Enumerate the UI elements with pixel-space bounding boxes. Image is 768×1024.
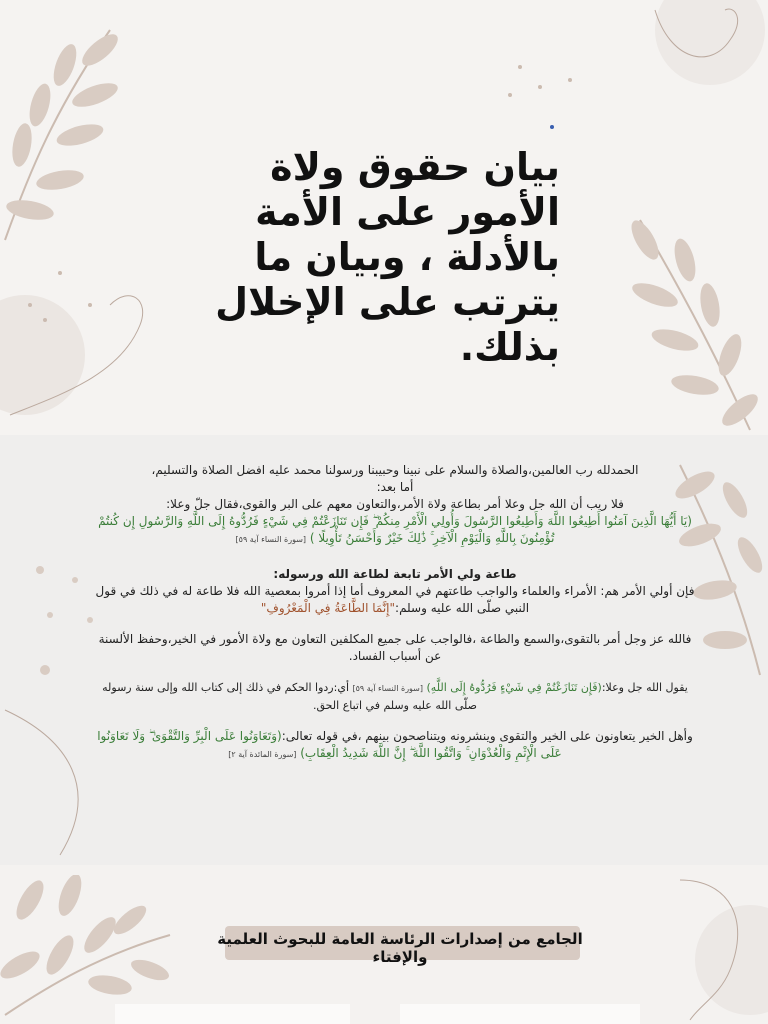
article-body [90,462,700,763]
section1-text: فإن أولي الأمر هم: الأمراء والعلماء والواجب طاعتهم في المعروف أما إذا أمروا بمعصية الله فلا طاعة له في ذلك في قول النبي صلّى الله عليه وسلم: [95,584,695,615]
intro-verse-block [90,513,700,548]
intro-line-3 [90,496,700,513]
intro-line-3-text: فلا ريب أن الله جل وعلا أمر بطاعة ولاة الأمر،والتعاون معهم على البر والقوى،فقال جلّ وعلا: [166,497,624,511]
section4-lead: وأهل الخير يتعاونون على الخير والتقوى وينشرونه ويتناصحون بينهم ،في قوله تعالى: [281,729,693,743]
section1-paragraph [90,583,700,617]
intro-line-2: أما بعد: [376,480,414,494]
leaf-branch-top-left [0,20,140,250]
dot-cluster-top [500,55,560,135]
line-ornament-left [0,265,190,425]
intro-line-1: الحمدلله رب العالمين،والصلاة والسلام على نبينا وحبيبنا ورسولنا محمد عليه افضل الصلاة والتسليم، [151,463,639,477]
section3-text: أي:ردوا الحكم في ذلك إلى كتاب الله وإلى سنة رسوله صلّى الله عليه وسلم في اتباع الحق. [102,681,477,712]
bottom-card-left [115,1004,350,1024]
section4-verse-ref: [سورة المائدة آية ٢] [228,750,297,759]
intro-verse: (يَا أَيُّهَا الَّذِينَ آمَنُوا أَطِيعُوا اللَّهَ وَأَطِيعُوا الرَّسُولَ وَأُولِي الْأَمْرِ مِنكُمْ ۖ فَإِن تَنَازَعْتُمْ فِي شَيْءٍ فَرُدُّوهُ إِلَى اللَّهِ وَالرَّسُولِ إِن كُنتُمْ تُؤْمِنُونَ بِاللَّهِ وَالْيَوْمِ الْآخِرِ ۚ ذَٰلِكَ خَيْرٌ وَأَحْسَنُ تَأْوِيلًا ) [98,514,692,545]
page-title: بيان حقوق ولاة الأمور على الأمة بالأدلة ، وبيان ما يترتب على الإخلال بذلك. [215,145,560,369]
section1-hadith: "إِنَّمَا الطَّاعَةُ فِي الْمَعْرُوفِ" [260,601,396,615]
section4-verse: (وَتَعَاوَنُوا عَلَى الْبِرِّ وَالتَّقْوَىٰ ۖ وَلَا تَعَاوَنُوا عَلَى الْإِثْمِ وَالْعُدْوَانِ ۚ وَاتَّقُوا اللَّهَ ۖ إِنَّ اللَّهَ شَدِيدُ الْعِقَابِ) [97,729,562,760]
intro-verse-ref: [سورة النساء آية ٥٩] [235,535,307,544]
section4-paragraph [90,728,700,763]
leaf-branch-right [600,215,768,435]
section3-verse: (فَإِن تَنَازَعْتُمْ فِي شَيْءٍ فَرُدُّوهُ إِلَى اللَّهِ) [426,681,602,694]
bottom-card-right [400,1004,640,1024]
section3-verse-ref: [سورة النساء آية ٥٩] [352,684,424,693]
line-ornament-bottom-right [640,860,768,1024]
line-ornament-top-right [560,0,768,120]
leaf-branch-bottom-left [0,875,180,1024]
section2-paragraph: فالله عز وجل أمر بالتقوى،والسمع والطاعة ،فالواجب على جميع المكلفين التعاون مع ولاة الأمور في الخير،وحفظ الألسنة عن أسباب الفساد. [98,632,692,663]
footer-source: الجامع من إصدارات الرئاسة العامة للبحوث العلمية والإفتاء [217,930,583,966]
section3-lead: يقول الله جل وعلا: [601,681,688,694]
section1-heading: طاعة ولي الأمر تابعة لطاعة الله ورسوله: [273,567,517,581]
section3-paragraph [90,679,700,714]
